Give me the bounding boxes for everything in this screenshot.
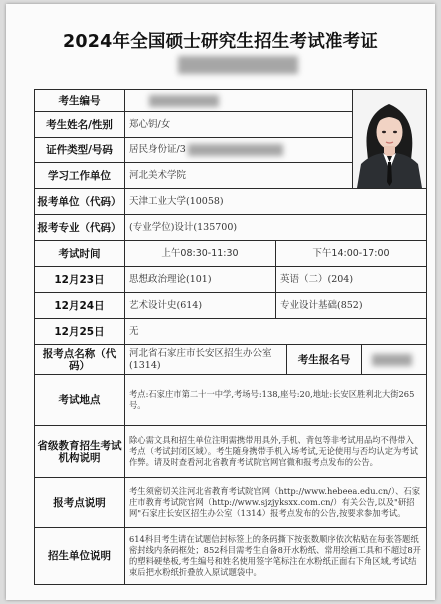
schedule-am-subject: 思想政治理论(101) (124, 266, 276, 293)
schedule-date: 12月24日 (34, 292, 125, 319)
redaction-blur (149, 95, 219, 107)
label-provincial-notes: 省级教育招生考试机构说明 (34, 425, 125, 478)
id-type-text: 居民身份证/3 (129, 144, 186, 155)
schedule-date: 12月23日 (34, 266, 125, 293)
portrait-image (353, 90, 426, 188)
exam-no-value (124, 89, 353, 112)
label-exam-time: 考试时间 (34, 240, 125, 267)
site-name-value: 河北省石家庄市长安区招生办公室(1314) (124, 344, 287, 375)
reg-no-value (361, 344, 427, 375)
id-type-value (124, 137, 353, 163)
admission-ticket (6, 4, 435, 600)
site-notes-value: 考生须密切关注河北省教育考试院官网（http://www.hebeea.edu.cn/）、石家庄市教育考试院官网（http://www.sjzjyksxx.com.cn/）有关公告,以及"研招网"石家庄长安区招生办公室（1314）报考点发布的公告,按要求参加考试。 (124, 477, 427, 528)
label-work-unit: 学习工作单位 (34, 162, 125, 189)
school-notes-value: 614科目考生请在试题信封标签上的条码撕下按张数顺序依次粘贴在每张答题纸密封线内条码框处；852科目需考生自备8开水粉纸、常用绘画工具和不超过8开的塑料硬垫板,考生编号和姓名使用签字笔标注在水粉纸正面右下角区域,考试结束后把水粉纸折叠放入原试题袋中。 (124, 527, 427, 585)
label-id-type: 证件类型/号码 (34, 137, 125, 163)
pm-session-header: 下午14:00-17:00 (275, 240, 427, 267)
schedule-pm-subject: 英语（二）(204) (275, 266, 427, 293)
provincial-notes-value: 除心需文具和招生单位注明需携带用具外,手机、背包等非考试用品均不得带入考点（考试封闭区域）。考生随身携带手机入场考试,无论使用与否均认定为考试作弊。请及时查看河北省教育考试院官网官微和报考点发布的公告。 (124, 425, 427, 478)
label-school-notes: 招生单位说明 (34, 527, 125, 585)
schedule-am-subject: 艺术设计史(614) (124, 292, 276, 319)
work-unit-value: 河北美术学院 (124, 162, 353, 189)
label-apply-unit: 报考单位（代码） (34, 188, 125, 215)
label-site-notes: 报考点说明 (34, 477, 125, 528)
label-apply-major: 报考专业（代码） (34, 214, 125, 241)
label-site-name: 报考点名称（代码） (34, 344, 125, 375)
redaction-blur (178, 56, 298, 74)
apply-unit-value: 天津工业大学(10058) (124, 188, 427, 215)
page-title: 2024年全国硕士研究生招生考试准考证 (62, 32, 378, 52)
label-exam-no: 考生编号 (34, 89, 125, 112)
schedule-pm-subject: 专业设计基础(852) (275, 292, 427, 319)
am-session-header: 上午08:30-11:30 (124, 240, 276, 267)
schedule-am-subject: 无 (124, 318, 427, 345)
redaction-blur (188, 144, 283, 156)
redaction-blur (372, 354, 412, 366)
label-reg-no: 考生报名号 (286, 344, 362, 375)
apply-major-value: (专业学位)设计(135700) (124, 214, 427, 241)
label-name-gender: 考生姓名/性别 (34, 111, 125, 138)
location-value: 考点:石家庄市第二十一中学,考场号:138,座号:20,地址:长安区胜利北大街265号。 (124, 374, 427, 426)
name-gender-value: 郑心钥/女 (124, 111, 353, 138)
candidate-photo (352, 89, 427, 189)
schedule-date: 12月25日 (34, 318, 125, 345)
label-location: 考试地点 (34, 374, 125, 426)
